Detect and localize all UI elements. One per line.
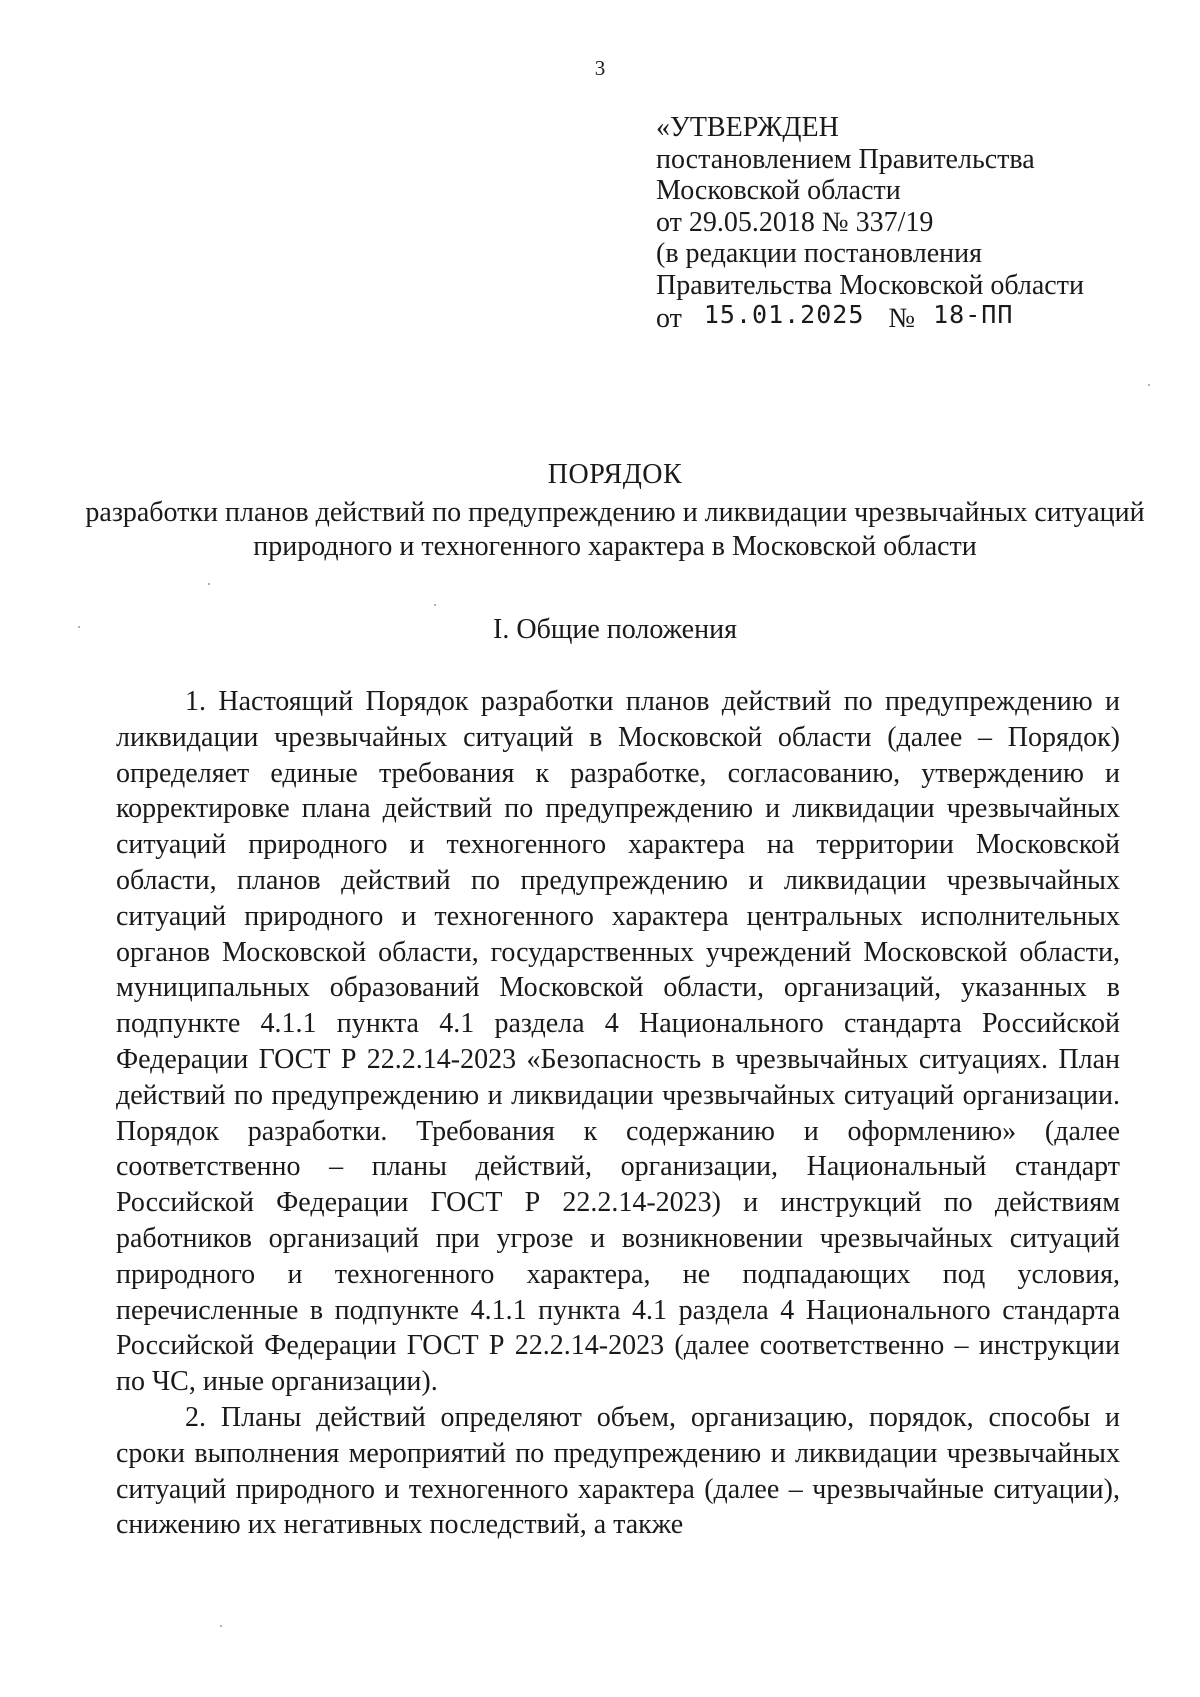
scan-speck xyxy=(1148,384,1150,386)
amendment-date-line xyxy=(656,299,1176,334)
body-text xyxy=(116,684,1120,1543)
paragraph-2: 2. Планы действий определяют объем, организацию, порядок, способы и сроки выполнения мероприятий по предупреждению и ликвидации чрезвычайных ситуаций природного и техногенного характера (далее – чрезвычайные ситуации), снижению их негативных последствий, а также xyxy=(116,1401,1120,1541)
scan-speck xyxy=(208,583,210,585)
approval-heading: «УТВЕРЖДЕН xyxy=(656,112,839,143)
approval-line: Правительства Московской области xyxy=(656,269,1084,301)
amendment-date: 15.01.2025 xyxy=(703,300,865,329)
approval-block xyxy=(656,112,1176,333)
approval-line: Московской области xyxy=(656,175,901,206)
document-title: ПОРЯДОК xyxy=(547,459,683,490)
scan-speck xyxy=(78,626,80,628)
number-sign: № xyxy=(888,303,916,334)
section-heading: I. Общие положения xyxy=(493,614,737,645)
approval-line: постановлением Правительства xyxy=(656,143,1035,175)
page-number: 3 xyxy=(594,56,606,80)
approval-original-date: от 29.05.2018 № 337/19 xyxy=(656,206,934,238)
amendment-number: 18-ПП xyxy=(933,300,1014,329)
scan-speck xyxy=(434,604,436,606)
paragraph-1: 1. Настоящий Порядок разработки планов действий по предупреждению и ликвидации чрезвычайных ситуаций в Московской области (далее – Порядок) определяет единые требования к разработке, согласованию, утверждению и корректировке плана действий по предупреждению и ликвидации чрезвычайных ситуаций природного и техногенного характера на территории Московской области, планов действий по предупреждению и ликвидации чрезвычайных ситуаций природного и техногенного характера центральных исполнительных органов Московской области, государственных учреждений Московской области, муниципальных образований Московской области, организаций, указанных в подпункте 4.1.1 пункта 4.1 раздела 4 Национального стандарта Российской Федерации ГОСТ Р 22.2.14-2023 «Безопасность в чрезвычайных ситуациях. План действий по предупреждению и ликвидации чрезвычайных ситуаций организации. Порядок разработки. Требования к содержанию и оформлению» (далее соответственно – планы действий, организации, Национальный стандарт Российской Федерации ГОСТ Р 22.2.14-2023) и инструкций по действиям работников организаций при угрозе и возникновении чрезвычайных ситуаций природного и техногенного характера, не подпадающих под условия, перечисленные в подпункте 4.1.1 пункта 4.1 раздела 4 Национального стандарта Российской Федерации ГОСТ Р 22.2.14-2023 (далее соответственно – инструкции по ЧС, иные организации). xyxy=(116,686,1120,1398)
document-subtitle: разработки планов действий по предупреждению и ликвидации чрезвычайных ситуаций природного и техногенного характера в Московской области xyxy=(85,497,1145,562)
approval-line: (в редакции постановления xyxy=(656,238,983,269)
scan-speck xyxy=(220,1625,222,1627)
date-prefix: от xyxy=(656,303,682,334)
